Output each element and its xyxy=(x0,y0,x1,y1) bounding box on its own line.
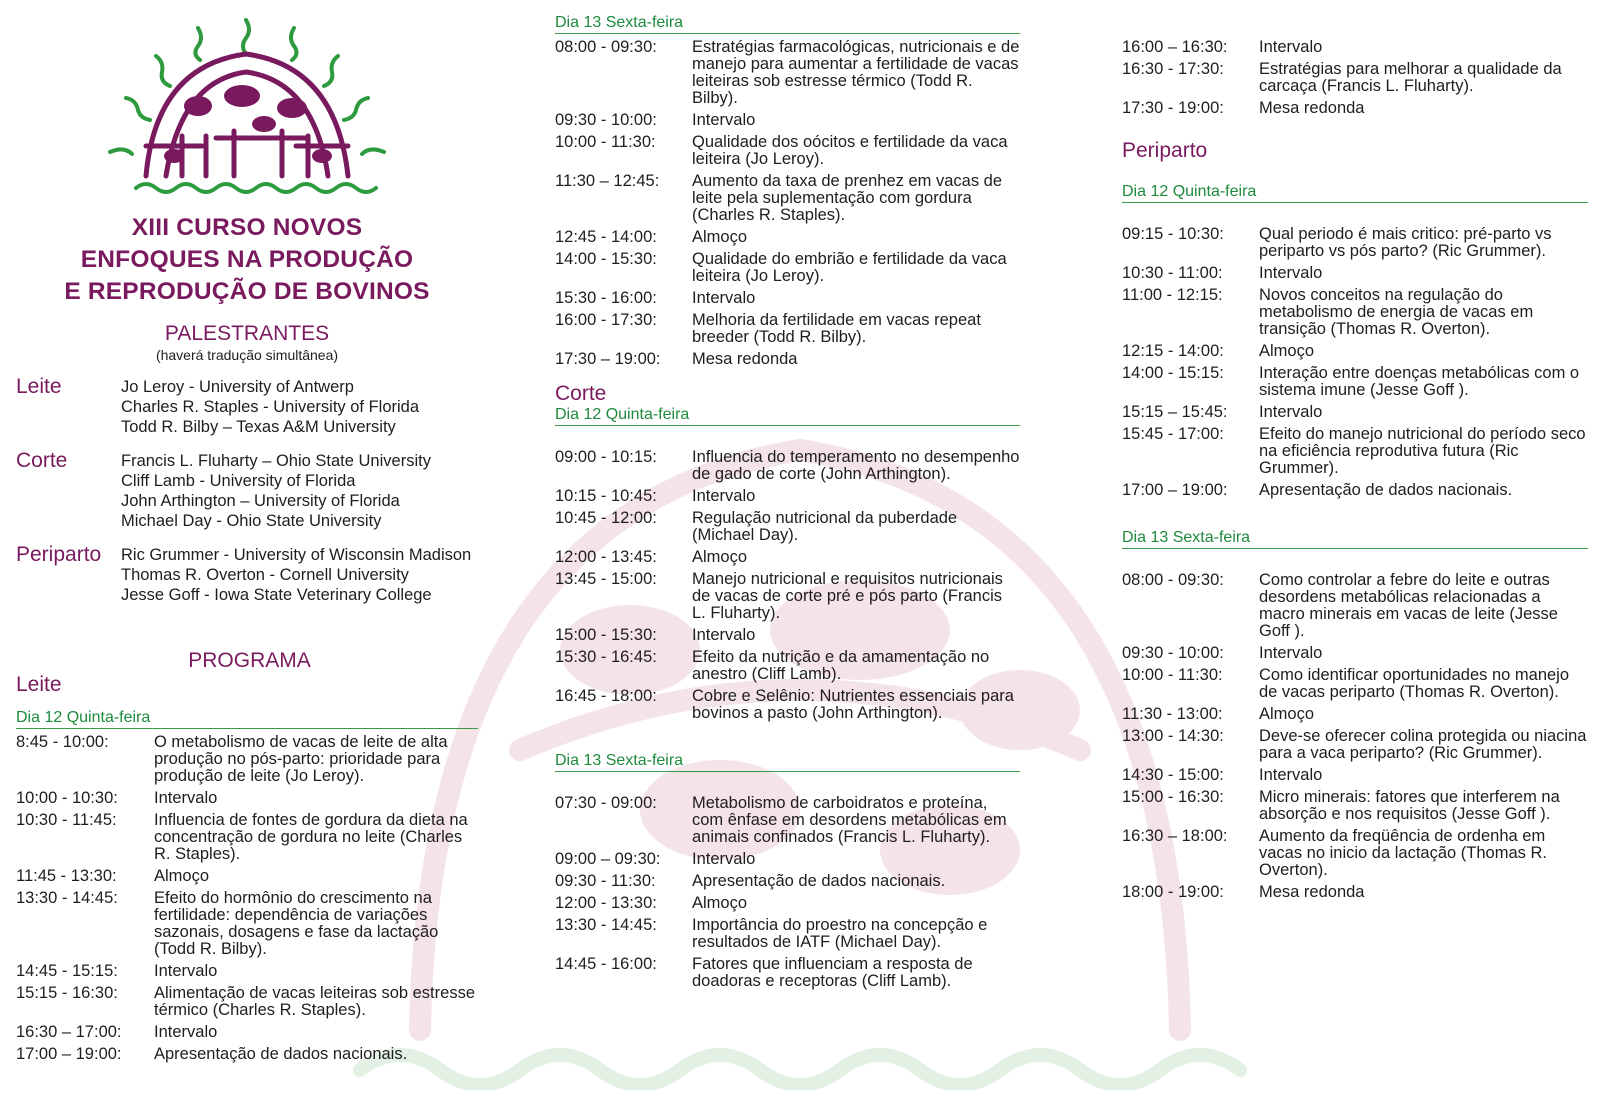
schedule-row xyxy=(1122,61,1588,95)
day-label: Dia 12 Quinta-feira xyxy=(16,709,478,729)
schedule-time: 10:15 - 10:45: xyxy=(555,487,657,505)
schedule-time: 10:45 - 12:00: xyxy=(555,509,657,527)
translation-note: (haverá tradução simultânea) xyxy=(155,347,339,363)
schedule-time: 17:30 – 19:00: xyxy=(555,350,661,368)
schedule-description: Qualidade dos oócitos e fertilidade da vaca leiteira (Jo Leroy). xyxy=(692,133,1008,168)
schedule-time: 13:30 - 14:45: xyxy=(555,916,657,934)
schedule-description: Deve-se oferecer colina protegida ou niacina para a vaca periparto? (Ric Grummer). xyxy=(1259,727,1587,762)
cow-logo-image xyxy=(86,6,406,206)
schedule-time: 16:30 – 18:00: xyxy=(1122,827,1228,845)
schedule-description: Aumento da freqüência de ordenha em vacas no inicio da lactação (Thomas R. Overton). xyxy=(1259,827,1547,879)
schedule-description: Interação entre doenças metabólicas com o sistema imune (Jesse Goff ). xyxy=(1259,364,1580,399)
schedule-description: Almoço xyxy=(692,894,748,912)
schedule-time: 17:30 - 19:00: xyxy=(1122,99,1224,117)
course-title xyxy=(16,212,478,308)
schedule-row xyxy=(1122,265,1588,282)
schedule-row xyxy=(555,917,1020,951)
speaker-category: Leite xyxy=(16,375,62,398)
schedule-time: 10:30 - 11:45: xyxy=(16,811,117,829)
schedule-time: 09:15 - 10:30: xyxy=(1122,225,1224,243)
schedule-time: 10:00 - 11:30: xyxy=(555,133,656,151)
schedule-time: 11:30 – 12:45: xyxy=(555,172,660,190)
schedule-time: 09:30 - 11:30: xyxy=(555,872,656,890)
schedule-description: Intervalo xyxy=(692,850,756,868)
day-label: Dia 13 Sexta-feira xyxy=(555,752,1020,772)
schedule-corte-day12 xyxy=(555,449,1020,722)
course-title-line: E REPRODUÇÃO DE BOVINOS xyxy=(64,278,430,305)
schedule-periparto-day13 xyxy=(1122,572,1588,901)
schedule-time: 13:00 - 14:30: xyxy=(1122,727,1224,745)
schedule-time: 10:30 - 11:00: xyxy=(1122,264,1223,282)
schedule-description: Intervalo xyxy=(1259,644,1323,662)
schedule-row xyxy=(555,312,1020,346)
schedule-row xyxy=(555,39,1020,107)
schedule-time: 16:00 – 16:30: xyxy=(1122,38,1228,56)
schedule-row xyxy=(1122,828,1588,879)
schedule-time: 13:30 - 14:45: xyxy=(16,889,118,907)
section-heading-corte: Corte xyxy=(555,382,607,405)
schedule-row xyxy=(555,549,1020,566)
schedule-time: 15:15 - 16:30: xyxy=(16,984,118,1002)
schedule-time: 14:45 - 15:15: xyxy=(16,962,118,980)
day-label: Dia 13 Sexta-feira xyxy=(555,14,1020,34)
schedule-corte-day13 xyxy=(555,795,1020,990)
schedule-time: 12:00 - 13:45: xyxy=(555,548,657,566)
schedule-description: Intervalo xyxy=(692,289,756,307)
schedule-description: Fatores que influenciam a resposta de doadoras e receptoras (Cliff Lamb). xyxy=(692,955,973,990)
schedule-row xyxy=(555,449,1020,483)
schedule-description: Intervalo xyxy=(154,1023,218,1041)
speaker-name: Thomas R. Overton - Cornell University xyxy=(121,566,409,584)
schedule-description: Almoço xyxy=(1259,342,1315,360)
schedule-time: 16:30 - 17:30: xyxy=(1122,60,1224,78)
schedule-description: Intervalo xyxy=(1259,766,1323,784)
schedule-leite-day12 xyxy=(16,734,478,1063)
speakers-heading: PALESTRANTES xyxy=(164,322,330,345)
schedule-time: 8:45 - 10:00: xyxy=(16,733,109,751)
schedule-description: Estratégias farmacológicas, nutricionais e de manejo para aumentar a fertilidade de vacas leiteiras sob estresse térmico (Todd R. Bilby). xyxy=(692,38,1020,107)
schedule-row xyxy=(1122,728,1588,762)
schedule-row xyxy=(555,173,1020,224)
schedule-row xyxy=(555,488,1020,505)
schedule-row xyxy=(16,1046,478,1063)
schedule-time: 14:00 - 15:30: xyxy=(555,250,657,268)
schedule-time: 14:00 - 15:15: xyxy=(1122,364,1224,382)
schedule-time: 16:30 – 17:00: xyxy=(16,1023,122,1041)
day-label: Dia 13 Sexta-feira xyxy=(1122,529,1588,549)
schedule-row xyxy=(555,112,1020,129)
schedule-row xyxy=(1122,287,1588,338)
schedule-row xyxy=(16,734,478,785)
schedule-description: Mesa redonda xyxy=(1259,883,1365,901)
schedule-description: Regulação nutricional da puberdade (Michael Day). xyxy=(692,509,958,544)
schedule-description: Metabolismo de carboidratos e proteína, com ênfase em desordens metabólicas em animais confinados (Francis L. Fluharty). xyxy=(692,794,1007,846)
schedule-row xyxy=(1122,426,1588,477)
schedule-time: 15:00 - 15:30: xyxy=(555,626,657,644)
schedule-description: Qual periodo é mais critico: pré-parto vs periparto vs pós parto? (Ric Grummer). xyxy=(1259,225,1552,260)
schedule-row xyxy=(555,251,1020,285)
schedule-description: Apresentação de dados nacionais. xyxy=(692,872,946,890)
schedule-row xyxy=(555,571,1020,622)
schedule-row xyxy=(1122,572,1588,640)
schedule-row xyxy=(1122,667,1588,701)
speaker-name: Michael Day - Ohio State University xyxy=(121,512,382,530)
schedule-description: Intervalo xyxy=(692,626,756,644)
schedule-description: Novos conceitos na regulação do metabolismo de energia de vacas em transição (Thomas R. Overton). xyxy=(1259,286,1534,338)
schedule-time: 11:00 - 12:15: xyxy=(1122,286,1223,304)
schedule-row xyxy=(1122,343,1588,360)
schedule-description: O metabolismo de vacas de leite de alta produção no pós-parto: prioridade para produção de leite (Jo Leroy). xyxy=(154,733,448,785)
schedule-row xyxy=(1122,884,1588,901)
course-title-line: XIII CURSO NOVOS xyxy=(131,214,363,241)
speaker-group xyxy=(16,449,478,531)
schedule-description: Alimentação de vacas leiteiras sob estresse térmico (Charles R. Staples). xyxy=(154,984,475,1019)
schedule-description: Influencia do temperamento no desempenho de gado de corte (John Arthington). xyxy=(692,448,1020,483)
schedule-time: 09:30 - 10:00: xyxy=(1122,644,1224,662)
speaker-name: Ric Grummer - University of Wisconsin Madison xyxy=(121,546,472,564)
schedule-time: 15:00 - 16:30: xyxy=(1122,788,1224,806)
speaker-name: Charles R. Staples - University of Florida xyxy=(121,398,420,416)
schedule-row xyxy=(555,688,1020,722)
speaker-category: Corte xyxy=(16,449,68,472)
speaker-name: Jo Leroy - University of Antwerp xyxy=(121,378,354,396)
schedule-description: Como controlar a febre do leite e outras desordens metabólicas relacionadas a macro minerais em vacas de leite (Jesse Goff ). xyxy=(1259,571,1558,640)
schedule-leite-day13 xyxy=(555,39,1020,368)
schedule-description: Influencia de fontes de gordura da dieta na concentração de gordura no leite (Charles R. Staples). xyxy=(154,811,468,863)
schedule-time: 16:45 - 18:00: xyxy=(555,687,657,705)
schedule-time: 15:45 - 17:00: xyxy=(1122,425,1224,443)
schedule-time: 12:00 - 13:30: xyxy=(555,894,657,912)
schedule-time: 18:00 - 19:00: xyxy=(1122,883,1224,901)
schedule-row xyxy=(555,351,1020,368)
schedule-description: Almoço xyxy=(1259,705,1315,723)
column-right xyxy=(1122,0,1588,901)
schedule-description: Mesa redonda xyxy=(692,350,798,368)
column-middle xyxy=(555,0,1020,990)
schedule-row xyxy=(16,890,478,958)
schedule-description: Almoço xyxy=(692,548,748,566)
schedule-description: Aumento da taxa de prenhez em vacas de leite pela suplementação com gordura (Charles R. Staples). xyxy=(692,172,1003,224)
schedule-time: 12:45 - 14:00: xyxy=(555,228,657,246)
schedule-description: Manejo nutricional e requisitos nutricionais de vacas de corte pré e pós parto (Francis L. Fluharty). xyxy=(692,570,1003,622)
schedule-description: Melhoria da fertilidade em vacas repeat breeder (Todd R. Bilby). xyxy=(692,311,981,346)
speaker-names xyxy=(121,375,419,437)
speaker-names xyxy=(121,543,471,605)
schedule-description: Intervalo xyxy=(154,789,218,807)
schedule-description: Efeito do manejo nutricional do período seco na eficiência reprodutiva futura (Ric Grummer). xyxy=(1259,425,1586,477)
schedule-row xyxy=(1122,482,1588,499)
schedule-time: 08:00 - 09:30: xyxy=(555,38,657,56)
schedule-time: 14:30 - 15:00: xyxy=(1122,766,1224,784)
schedule-row xyxy=(1122,100,1588,117)
speaker-group xyxy=(16,543,478,605)
schedule-row xyxy=(1122,365,1588,399)
schedule-row xyxy=(16,790,478,807)
schedule-description: Micro minerais: fatores que interferem na absorção e nos requisitos (Jesse Goff ). xyxy=(1259,788,1560,823)
schedule-description: Cobre e Selênio: Nutrientes essenciais para bovinos a pasto (John Arthington). xyxy=(692,687,1014,722)
speaker-category: Periparto xyxy=(16,543,102,566)
schedule-time: 07:30 - 09:00: xyxy=(555,794,657,812)
schedule-row xyxy=(555,627,1020,644)
schedule-row xyxy=(1122,226,1588,260)
schedule-time: 15:15 – 15:45: xyxy=(1122,403,1228,421)
schedule-row xyxy=(1122,767,1588,784)
schedule-row xyxy=(555,851,1020,868)
schedule-description: Mesa redonda xyxy=(1259,99,1365,117)
section-heading-leite: Leite xyxy=(16,673,62,696)
schedule-description: Efeito da nutrição e da amamentação no anestro (Cliff Lamb). xyxy=(692,648,990,683)
schedule-time: 11:30 - 13:00: xyxy=(1122,705,1223,723)
schedule-description: Efeito do hormônio do crescimento na fertilidade: dependência de variações sazonais, dosagens e fase da lactação (Todd R. Bilby). xyxy=(154,889,439,958)
schedule-description: Almoço xyxy=(154,867,210,885)
schedule-row xyxy=(16,868,478,885)
speaker-names xyxy=(121,449,431,531)
program-heading: PROGRAMA xyxy=(188,649,311,672)
schedule-time: 14:45 - 16:00: xyxy=(555,955,657,973)
schedule-description: Intervalo xyxy=(1259,264,1323,282)
schedule-row xyxy=(16,985,478,1019)
schedule-row xyxy=(1122,645,1588,662)
speakers-list xyxy=(16,375,478,605)
schedule-row xyxy=(16,963,478,980)
schedule-time: 10:00 - 11:30: xyxy=(1122,666,1223,684)
schedule-row xyxy=(1122,404,1588,421)
schedule-row xyxy=(555,229,1020,246)
schedule-time: 09:30 - 10:00: xyxy=(555,111,657,129)
schedule-row xyxy=(555,895,1020,912)
section-heading-periparto: Periparto xyxy=(1122,139,1208,162)
schedule-time: 13:45 - 15:00: xyxy=(555,570,657,588)
schedule-row xyxy=(16,1024,478,1041)
schedule-time: 15:30 - 16:00: xyxy=(555,289,657,307)
schedule-time: 17:00 – 19:00: xyxy=(16,1045,122,1063)
schedule-row xyxy=(555,956,1020,990)
day-label: Dia 12 Quinta-feira xyxy=(1122,183,1588,203)
schedule-time: 10:00 - 10:30: xyxy=(16,789,118,807)
schedule-row xyxy=(555,510,1020,544)
schedule-description: Intervalo xyxy=(692,487,756,505)
day-label: Dia 12 Quinta-feira xyxy=(555,406,1020,426)
schedule-description: Qualidade do embrião e fertilidade da vaca leiteira (Jo Leroy). xyxy=(692,250,1007,285)
schedule-row xyxy=(16,812,478,863)
schedule-time: 12:15 - 14:00: xyxy=(1122,342,1224,360)
schedule-time: 11:45 - 13:30: xyxy=(16,867,117,885)
schedule-row xyxy=(1122,39,1588,56)
schedule-row xyxy=(1122,789,1588,823)
schedule-description: Intervalo xyxy=(1259,38,1323,56)
speaker-name: Todd R. Bilby – Texas A&M University xyxy=(121,418,396,436)
schedule-periparto-day12 xyxy=(1122,226,1588,499)
schedule-description: Almoço xyxy=(692,228,748,246)
schedule-time: 17:00 – 19:00: xyxy=(1122,481,1228,499)
speaker-group xyxy=(16,375,478,437)
schedule-description: Apresentação de dados nacionais. xyxy=(1259,481,1513,499)
schedule-description: Intervalo xyxy=(154,962,218,980)
course-title-line: ENFOQUES NA PRODUÇÃO xyxy=(80,246,414,273)
schedule-row xyxy=(555,649,1020,683)
schedule-time: 15:30 - 16:45: xyxy=(555,648,657,666)
schedule-corte-day13-continued xyxy=(1122,39,1588,117)
schedule-description: Como identificar oportunidades no manejo de vacas periparto (Thomas R. Overton). xyxy=(1259,666,1570,701)
schedule-description: Importância do proestro na concepção e resultados de IATF (Michael Day). xyxy=(692,916,988,951)
schedule-description: Intervalo xyxy=(692,111,756,129)
speaker-name: Cliff Lamb - University of Florida xyxy=(121,472,356,490)
schedule-description: Apresentação de dados nacionais. xyxy=(154,1045,408,1063)
schedule-row xyxy=(555,134,1020,168)
schedule-description: Intervalo xyxy=(1259,403,1323,421)
schedule-row xyxy=(555,795,1020,846)
column-left xyxy=(16,0,478,1063)
speaker-name: Jesse Goff - Iowa State Veterinary College xyxy=(121,586,432,604)
schedule-row xyxy=(555,290,1020,307)
schedule-row xyxy=(1122,706,1588,723)
speaker-name: John Arthington – University of Florida xyxy=(121,492,400,510)
schedule-time: 09:00 - 10:15: xyxy=(555,448,657,466)
schedule-time: 16:00 - 17:30: xyxy=(555,311,657,329)
schedule-description: Estratégias para melhorar a qualidade da carcaça (Francis L. Fluharty). xyxy=(1259,60,1562,95)
schedule-time: 08:00 - 09:30: xyxy=(1122,571,1224,589)
schedule-time: 09:00 – 09:30: xyxy=(555,850,661,868)
speaker-name: Francis L. Fluharty – Ohio State University xyxy=(121,452,431,470)
schedule-row xyxy=(555,873,1020,890)
